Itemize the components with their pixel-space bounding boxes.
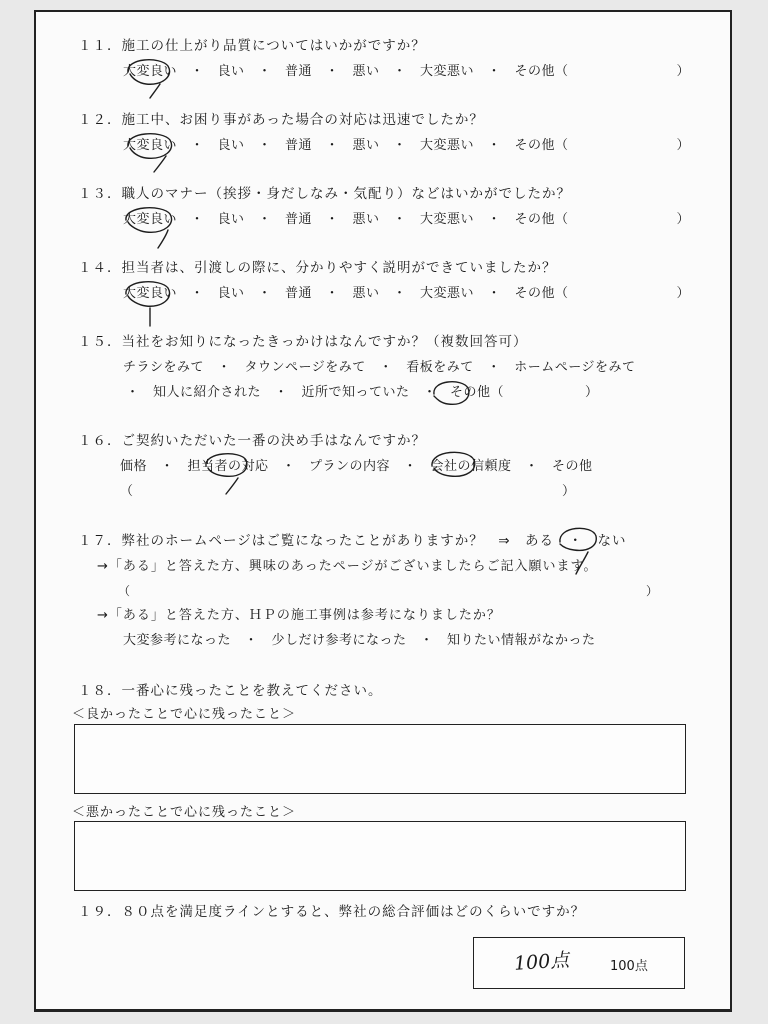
q16-question: １６．ご契約いただいた一番の決め手はなんですか？: [78, 433, 426, 449]
q18-good-label: ＜良かったことで心に残ったこと＞: [72, 707, 297, 722]
q19-handwritten-score: 100点: [513, 949, 570, 975]
q17-sub1: →「ある」と答えた方、興味のあったページがございましたらご記入願います。: [97, 559, 598, 574]
q17-sub2-options[interactable]: 大変参考になった ・ 少しだけ参考になった ・ 知りたい情報がなかった: [123, 633, 596, 648]
q19-max-label: 100点: [610, 959, 648, 974]
q15-options-line1[interactable]: チラシをみて ・ タウンページをみて ・ 看板をみて ・ ホームページをみて: [123, 360, 636, 375]
q14-options[interactable]: 大変良い ・ 良い ・ 普通 ・ 悪い ・ 大変悪い ・ その他（ ）: [123, 286, 691, 301]
q14-question: １４．担当者は、引渡しの際に、分かりやすく説明ができていましたか？: [78, 260, 557, 276]
q17-sub1-paren[interactable]: （ ）: [118, 584, 659, 598]
q18-good-textbox[interactable]: [74, 724, 686, 794]
q17-question: １７．弊社のホームページはご覧になったことがありますか？ ⇒ ある ・ ない: [78, 533, 627, 549]
q12-options[interactable]: 大変良い ・ 良い ・ 普通 ・ 悪い ・ 大変悪い ・ その他（ ）: [123, 138, 691, 153]
q18-bad-textbox[interactable]: [74, 821, 686, 891]
q12-question: １２．施工中、お困り事があった場合の対応は迅速でしたか？: [78, 112, 484, 128]
q16-other-line[interactable]: （ ）: [120, 484, 576, 499]
q17-sub2: →「ある」と答えた方、ＨＰの施工事例は参考になりましたか？: [97, 608, 501, 623]
q19-score-box[interactable]: [473, 937, 685, 989]
q13-question: １３．職人のマナー（挨拶・身だしなみ・気配り）などはいかがでしたか？: [78, 186, 571, 202]
q16-options[interactable]: 価格 ・ 担当者の対応 ・ プランの内容 ・ 会社の信頼度 ・ その他: [120, 459, 593, 474]
q11-question: １１．施工の仕上がり品質についてはいかがですか？: [78, 38, 426, 54]
q13-options[interactable]: 大変良い ・ 良い ・ 普通 ・ 悪い ・ 大変悪い ・ その他（ ）: [123, 212, 691, 227]
q11-options[interactable]: 大変良い ・ 良い ・ 普通 ・ 悪い ・ 大変悪い ・ その他（ ）: [123, 64, 691, 79]
q19-question: １９．８０点を満足度ラインとすると、弊社の総合評価はどのくらいですか？: [78, 904, 586, 920]
q15-options-line2[interactable]: ・ 知人に紹介された ・ 近所で知っていた ・ その他（ ）: [126, 385, 599, 400]
q18-bad-label: ＜悪かったことで心に残ったこと＞: [72, 805, 297, 820]
q15-question: １５．当社をお知りになったきっかけはなんですか？（複数回答可）: [78, 334, 528, 350]
q18-question: １８．一番心に残ったことを教えてください。: [78, 683, 383, 699]
